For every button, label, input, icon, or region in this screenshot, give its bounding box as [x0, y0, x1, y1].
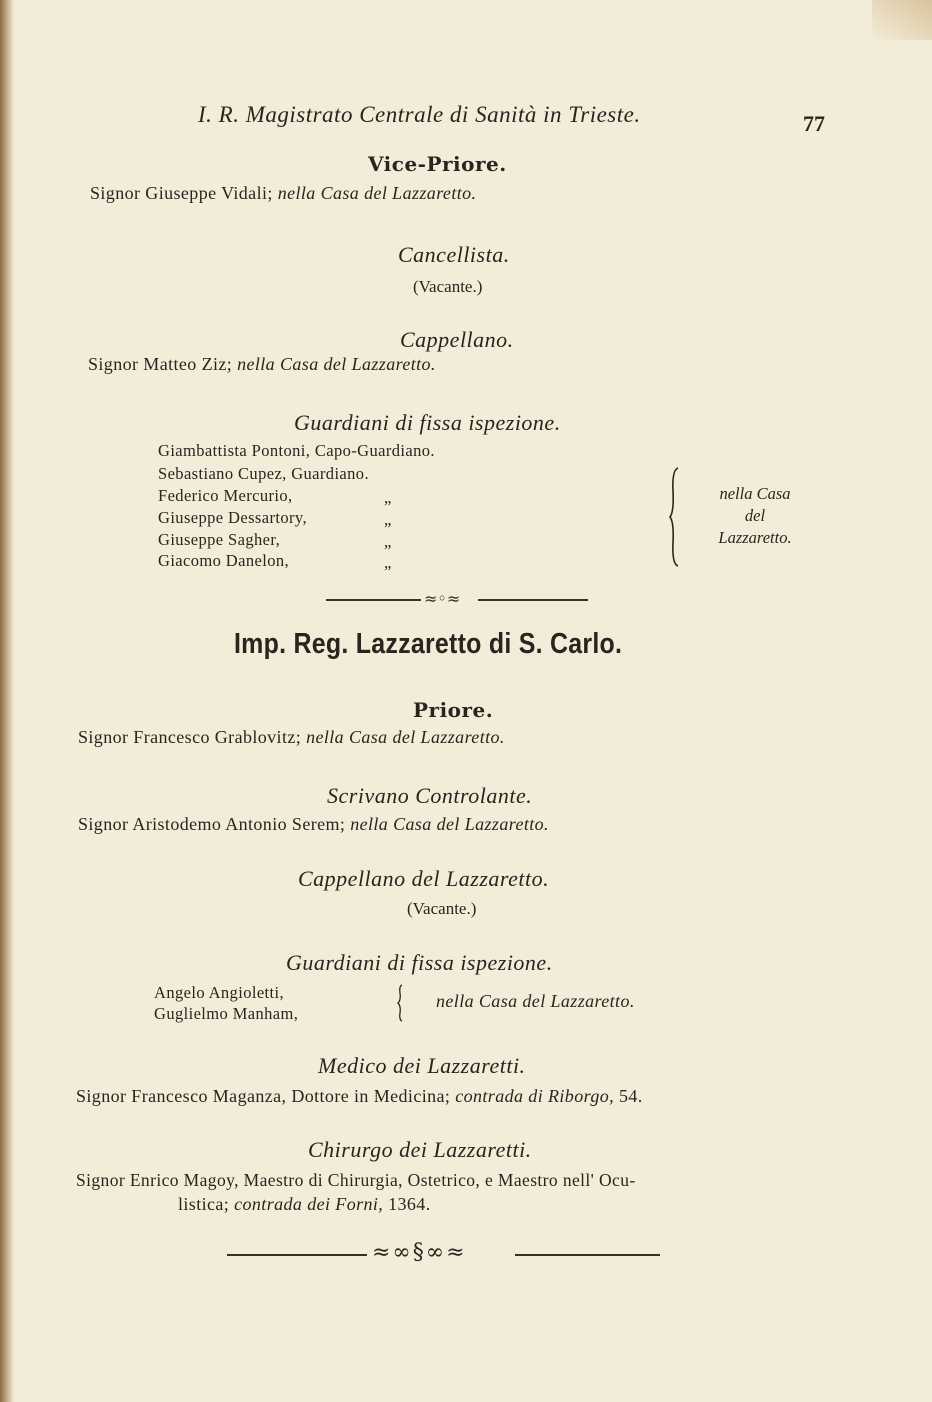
heading-priore: Priore. — [413, 698, 494, 722]
entry-number: 54. — [618, 1086, 643, 1106]
ditto-mark: „ — [384, 488, 392, 507]
entry-place: contrada di Riborgo, — [455, 1086, 615, 1106]
entry-name: Signor Francesco Maganza, Dottore in Medicina; — [76, 1086, 451, 1106]
entry-text: listica; — [178, 1194, 230, 1214]
brace-line: nella Casa — [719, 484, 791, 503]
guardiano-line: Sebastiano Cupez, Guardiano. — [158, 464, 369, 483]
brace-line: del — [744, 506, 766, 525]
entry-place: contrada dei Forni, — [234, 1194, 384, 1214]
entry-chirurgo-line1: Signor Enrico Magoy, Maestro di Chirurgia, Ostetrico, e Maestro nell' Ocu- — [76, 1170, 636, 1190]
guardiano-line: Guglielmo Manham, — [154, 1004, 299, 1023]
brace-label — [700, 484, 810, 548]
ditto-mark: „ — [384, 532, 392, 551]
heading-scrivano: Scrivano Controlante. — [327, 783, 533, 808]
page-number: 77 — [803, 111, 825, 136]
heading-vice-priore: Vice-Priore. — [368, 152, 507, 176]
end-flourish-ornament: ≈∞§∞≈ — [372, 1240, 467, 1265]
guardiano-line: Giuseppe Dessartory, — [158, 508, 307, 527]
divider-line — [515, 1254, 660, 1256]
section-title: Imp. Reg. Lazzaretto di S. Carlo. — [234, 628, 623, 660]
entry-number: 1364. — [388, 1194, 431, 1214]
entry-place: nella Casa del Lazzaretto. — [350, 814, 549, 834]
entry-name: Signor Giuseppe Vidali; — [90, 183, 273, 203]
status-vacante: (Vacante.) — [407, 899, 477, 918]
running-title: I. R. Magistrato Centrale di Sanità in Trieste. — [198, 102, 641, 127]
guardiano-line: Giacomo Danelon, — [158, 551, 290, 570]
curly-brace-icon — [397, 984, 405, 1022]
guardiano-line: Federico Mercurio, — [158, 486, 293, 505]
entry-name: Signor Aristodemo Antonio Serem; — [78, 814, 346, 834]
divider-line — [227, 1254, 367, 1256]
entry-scrivano — [78, 814, 549, 835]
brace-line: Lazzaretto. — [718, 528, 792, 547]
heading-medico: Medico dei Lazzaretti. — [318, 1053, 526, 1078]
entry-medico — [76, 1086, 643, 1107]
flourish-ornament: ≈◦≈ — [424, 589, 461, 608]
status-vacante: (Vacante.) — [413, 277, 483, 296]
entry-priore — [78, 727, 505, 748]
heading-guardiani: Guardiani di fissa ispezione. — [286, 950, 553, 975]
entry-cappellano — [88, 354, 436, 375]
entry-name: Signor Matteo Ziz; — [88, 354, 233, 374]
heading-cappellano: Cappellano. — [400, 327, 514, 352]
guardiano-line: Angelo Angioletti, — [154, 983, 285, 1002]
divider-line — [478, 599, 588, 601]
heading-cancellista: Cancellista. — [398, 242, 510, 267]
guardiano-line: Giuseppe Sagher, — [158, 530, 281, 549]
entry-place: nella Casa del Lazzaretto. — [306, 727, 505, 747]
curly-brace-icon — [668, 466, 682, 568]
ditto-mark: „ — [384, 553, 392, 572]
entry-name: Signor Francesco Grablovitz; — [78, 727, 302, 747]
entry-place: nella Casa del Lazzaretto. — [436, 991, 635, 1011]
guardiani-place — [436, 991, 635, 1012]
entry-place: nella Casa del Lazzaretto. — [277, 183, 477, 203]
divider-line — [326, 599, 421, 601]
entry-chirurgo-line2 — [178, 1194, 431, 1215]
entry-vice-priore — [90, 183, 476, 204]
heading-chirurgo: Chirurgo dei Lazzaretti. — [308, 1137, 532, 1162]
heading-guardiani: Guardiani di fissa ispezione. — [294, 410, 561, 435]
entry-place: nella Casa del Lazzaretto. — [237, 354, 436, 374]
heading-cappellano-lazzaretto: Cappellano del Lazzaretto. — [298, 866, 550, 891]
guardiano-line: Giambattista Pontoni, Capo-Guardiano. — [158, 441, 435, 460]
ditto-mark: „ — [384, 510, 392, 529]
